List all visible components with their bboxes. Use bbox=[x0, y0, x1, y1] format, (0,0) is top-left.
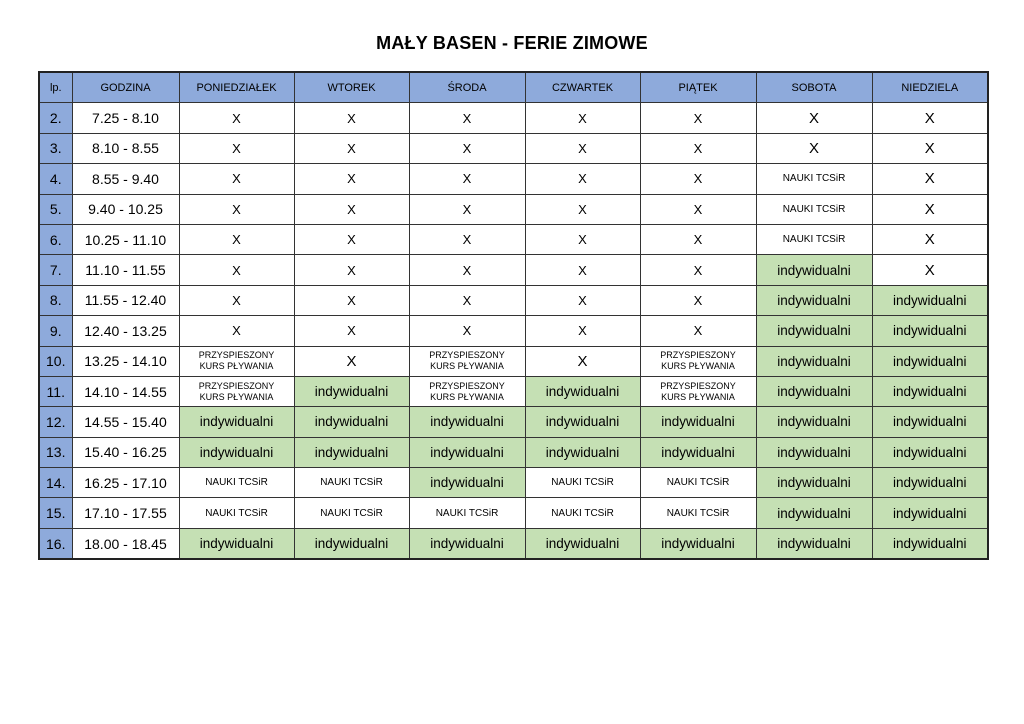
row-number: 16. bbox=[39, 528, 72, 559]
schedule-cell-individual: indywidualni bbox=[179, 407, 294, 437]
row-number: 12. bbox=[39, 407, 72, 437]
header-day: ŚRODA bbox=[409, 72, 525, 103]
row-number: 8. bbox=[39, 285, 72, 315]
header-day: CZWARTEK bbox=[525, 72, 640, 103]
schedule-cell-lessons: NAUKI TCSiR bbox=[294, 498, 409, 528]
time-slot: 14.10 - 14.55 bbox=[72, 376, 179, 406]
table-row bbox=[39, 224, 988, 254]
schedule-cell-individual: indywidualni bbox=[525, 407, 640, 437]
schedule-cell-closed: X bbox=[179, 255, 294, 285]
schedule-cell-closed: X bbox=[640, 316, 756, 346]
table-row bbox=[39, 103, 988, 133]
time-slot: 15.40 - 16.25 bbox=[72, 437, 179, 467]
schedule-cell-closed: X bbox=[179, 133, 294, 163]
schedule-table bbox=[38, 71, 989, 560]
schedule-cell-closed: X bbox=[409, 164, 525, 194]
row-number: 13. bbox=[39, 437, 72, 467]
table-row bbox=[39, 468, 988, 498]
schedule-cell-closed: X bbox=[179, 164, 294, 194]
schedule-cell-closed: X bbox=[525, 316, 640, 346]
schedule-cell-individual: indywidualni bbox=[294, 437, 409, 467]
row-number: 15. bbox=[39, 498, 72, 528]
course-label-line: PRZYSPIESZONY bbox=[660, 380, 736, 391]
schedule-cell-individual: indywidualni bbox=[756, 407, 872, 437]
time-slot: 8.55 - 9.40 bbox=[72, 164, 179, 194]
schedule-cell-closed: X bbox=[640, 194, 756, 224]
schedule-cell-course bbox=[179, 346, 294, 376]
time-slot: 18.00 - 18.45 bbox=[72, 528, 179, 559]
header-row bbox=[39, 72, 988, 103]
schedule-cell-closed: X bbox=[409, 224, 525, 254]
schedule-cell-closed: X bbox=[294, 103, 409, 133]
schedule-cell-closed: X bbox=[179, 194, 294, 224]
schedule-cell-individual: indywidualni bbox=[872, 498, 988, 528]
schedule-cell-individual: indywidualni bbox=[409, 468, 525, 498]
course-label-line: KURS PŁYWANIA bbox=[199, 391, 274, 402]
schedule-cell-closed: X bbox=[640, 103, 756, 133]
course-label-line: KURS PŁYWANIA bbox=[661, 391, 735, 402]
schedule-cell-individual: indywidualni bbox=[872, 468, 988, 498]
schedule-cell-closed: X bbox=[640, 224, 756, 254]
row-number: 14. bbox=[39, 468, 72, 498]
schedule-cell-individual: indywidualni bbox=[525, 376, 640, 406]
table-row bbox=[39, 194, 988, 224]
table-row bbox=[39, 498, 988, 528]
schedule-cell-individual: indywidualni bbox=[872, 407, 988, 437]
schedule-cell-closed: X bbox=[872, 133, 988, 163]
table-row bbox=[39, 285, 988, 315]
schedule-cell-individual: indywidualni bbox=[756, 346, 872, 376]
header-time: GODZINA bbox=[72, 72, 179, 103]
schedule-cell-closed: X bbox=[525, 133, 640, 163]
schedule-cell-individual: indywidualni bbox=[872, 285, 988, 315]
schedule-cell-individual: indywidualni bbox=[756, 285, 872, 315]
table-row bbox=[39, 133, 988, 163]
schedule-cell-closed: X bbox=[872, 103, 988, 133]
row-number: 2. bbox=[39, 103, 72, 133]
schedule-cell-closed: X bbox=[525, 255, 640, 285]
time-slot: 16.25 - 17.10 bbox=[72, 468, 179, 498]
time-slot: 13.25 - 14.10 bbox=[72, 346, 179, 376]
schedule-cell-lessons: NAUKI TCSiR bbox=[640, 498, 756, 528]
time-slot: 7.25 - 8.10 bbox=[72, 103, 179, 133]
schedule-cell-closed: X bbox=[525, 194, 640, 224]
schedule-cell-closed: X bbox=[294, 133, 409, 163]
schedule-cell-closed: X bbox=[525, 164, 640, 194]
table-row bbox=[39, 376, 988, 406]
schedule-cell-individual: indywidualni bbox=[525, 528, 640, 559]
schedule-cell-closed: X bbox=[525, 346, 640, 376]
schedule-cell-individual: indywidualni bbox=[640, 437, 756, 467]
schedule-cell-closed: X bbox=[294, 224, 409, 254]
schedule-cell-closed: X bbox=[640, 164, 756, 194]
schedule-cell-individual: indywidualni bbox=[756, 528, 872, 559]
schedule-cell-individual: indywidualni bbox=[872, 346, 988, 376]
schedule-cell-closed: X bbox=[756, 103, 872, 133]
schedule-cell-course bbox=[409, 376, 525, 406]
schedule-cell-individual: indywidualni bbox=[756, 468, 872, 498]
schedule-cell-closed: X bbox=[640, 133, 756, 163]
schedule-cell-individual: indywidualni bbox=[872, 376, 988, 406]
schedule-cell-closed: X bbox=[409, 103, 525, 133]
schedule-cell-lessons: NAUKI TCSiR bbox=[409, 498, 525, 528]
schedule-cell-closed: X bbox=[294, 164, 409, 194]
row-number: 7. bbox=[39, 255, 72, 285]
course-label-line: PRZYSPIESZONY bbox=[660, 350, 736, 361]
schedule-cell-course bbox=[409, 346, 525, 376]
schedule-cell-individual: indywidualni bbox=[640, 528, 756, 559]
schedule-cell-closed: X bbox=[872, 224, 988, 254]
schedule-cell-closed: X bbox=[294, 285, 409, 315]
schedule-cell-individual: indywidualni bbox=[525, 437, 640, 467]
schedule-cell-lessons: NAUKI TCSiR bbox=[179, 468, 294, 498]
table-row bbox=[39, 346, 988, 376]
course-label-line: KURS PŁYWANIA bbox=[430, 361, 504, 372]
schedule-cell-lessons: NAUKI TCSiR bbox=[179, 498, 294, 528]
course-label-line: PRZYSPIESZONY bbox=[429, 350, 505, 361]
header-day: SOBOTA bbox=[756, 72, 872, 103]
schedule-cell-closed: X bbox=[640, 255, 756, 285]
course-label-line: KURS PŁYWANIA bbox=[661, 361, 735, 372]
row-number: 9. bbox=[39, 316, 72, 346]
schedule-cell-closed: X bbox=[525, 285, 640, 315]
schedule-cell-closed: X bbox=[294, 194, 409, 224]
schedule-cell-closed: X bbox=[872, 255, 988, 285]
course-label-line: PRZYSPIESZONY bbox=[429, 380, 505, 391]
header-day: PIĄTEK bbox=[640, 72, 756, 103]
schedule-cell-lessons: NAUKI TCSiR bbox=[294, 468, 409, 498]
schedule-cell-closed: X bbox=[409, 285, 525, 315]
table-row bbox=[39, 255, 988, 285]
schedule-cell-closed: X bbox=[872, 194, 988, 224]
row-number: 11. bbox=[39, 376, 72, 406]
schedule-cell-lessons: NAUKI TCSiR bbox=[756, 164, 872, 194]
course-label-line: KURS PŁYWANIA bbox=[430, 391, 504, 402]
table-row bbox=[39, 164, 988, 194]
schedule-cell-closed: X bbox=[872, 164, 988, 194]
schedule-cell-individual: indywidualni bbox=[294, 528, 409, 559]
schedule-cell-course bbox=[640, 346, 756, 376]
row-number: 4. bbox=[39, 164, 72, 194]
schedule-cell-individual: indywidualni bbox=[640, 407, 756, 437]
schedule-cell-individual: indywidualni bbox=[756, 255, 872, 285]
schedule-cell-closed: X bbox=[179, 285, 294, 315]
table-row bbox=[39, 528, 988, 559]
schedule-cell-course bbox=[640, 376, 756, 406]
schedule-cell-closed: X bbox=[294, 346, 409, 376]
time-slot: 10.25 - 11.10 bbox=[72, 224, 179, 254]
table-row bbox=[39, 437, 988, 467]
header-lp: lp. bbox=[39, 72, 72, 103]
schedule-cell-individual: indywidualni bbox=[294, 376, 409, 406]
course-label-line: KURS PŁYWANIA bbox=[199, 361, 274, 372]
schedule-cell-closed: X bbox=[294, 255, 409, 285]
schedule-cell-lessons: NAUKI TCSiR bbox=[525, 468, 640, 498]
schedule-cell-individual: indywidualni bbox=[872, 316, 988, 346]
row-number: 6. bbox=[39, 224, 72, 254]
table-row bbox=[39, 407, 988, 437]
schedule-cell-course bbox=[179, 376, 294, 406]
header-day: PONIEDZIAŁEK bbox=[179, 72, 294, 103]
schedule-cell-individual: indywidualni bbox=[872, 437, 988, 467]
schedule-cell-lessons: NAUKI TCSiR bbox=[756, 194, 872, 224]
time-slot: 9.40 - 10.25 bbox=[72, 194, 179, 224]
schedule-cell-lessons: NAUKI TCSiR bbox=[756, 224, 872, 254]
schedule-cell-closed: X bbox=[640, 285, 756, 315]
schedule-cell-individual: indywidualni bbox=[756, 316, 872, 346]
schedule-cell-closed: X bbox=[409, 316, 525, 346]
time-slot: 14.55 - 15.40 bbox=[72, 407, 179, 437]
schedule-cell-individual: indywidualni bbox=[409, 407, 525, 437]
schedule-cell-closed: X bbox=[525, 224, 640, 254]
time-slot: 11.10 - 11.55 bbox=[72, 255, 179, 285]
row-number: 10. bbox=[39, 346, 72, 376]
time-slot: 12.40 - 13.25 bbox=[72, 316, 179, 346]
course-label-line: PRZYSPIESZONY bbox=[198, 380, 275, 391]
schedule-cell-closed: X bbox=[179, 224, 294, 254]
page-title: MAŁY BASEN - FERIE ZIMOWE bbox=[376, 33, 648, 53]
schedule-cell-closed: X bbox=[409, 133, 525, 163]
schedule-cell-lessons: NAUKI TCSiR bbox=[525, 498, 640, 528]
schedule-cell-individual: indywidualni bbox=[179, 528, 294, 559]
header-day: NIEDZIELA bbox=[872, 72, 988, 103]
schedule-cell-closed: X bbox=[525, 103, 640, 133]
row-number: 5. bbox=[39, 194, 72, 224]
schedule-cell-closed: X bbox=[409, 194, 525, 224]
time-slot: 11.55 - 12.40 bbox=[72, 285, 179, 315]
row-number: 3. bbox=[39, 133, 72, 163]
schedule-cell-closed: X bbox=[756, 133, 872, 163]
schedule-cell-closed: X bbox=[409, 255, 525, 285]
schedule-cell-individual: indywidualni bbox=[294, 407, 409, 437]
schedule-cell-closed: X bbox=[179, 316, 294, 346]
time-slot: 17.10 - 17.55 bbox=[72, 498, 179, 528]
table-row bbox=[39, 316, 988, 346]
schedule-cell-individual: indywidualni bbox=[756, 437, 872, 467]
time-slot: 8.10 - 8.55 bbox=[72, 133, 179, 163]
header-day: WTOREK bbox=[294, 72, 409, 103]
schedule-cell-closed: X bbox=[179, 103, 294, 133]
schedule-body bbox=[39, 103, 988, 559]
schedule-cell-individual: indywidualni bbox=[756, 376, 872, 406]
schedule-cell-individual: indywidualni bbox=[409, 437, 525, 467]
schedule-cell-individual: indywidualni bbox=[872, 528, 988, 559]
schedule-cell-individual: indywidualni bbox=[409, 528, 525, 559]
schedule-cell-individual: indywidualni bbox=[179, 437, 294, 467]
schedule-cell-closed: X bbox=[294, 316, 409, 346]
schedule-cell-individual: indywidualni bbox=[756, 498, 872, 528]
schedule-cell-lessons: NAUKI TCSiR bbox=[640, 468, 756, 498]
course-label-line: PRZYSPIESZONY bbox=[198, 350, 275, 361]
